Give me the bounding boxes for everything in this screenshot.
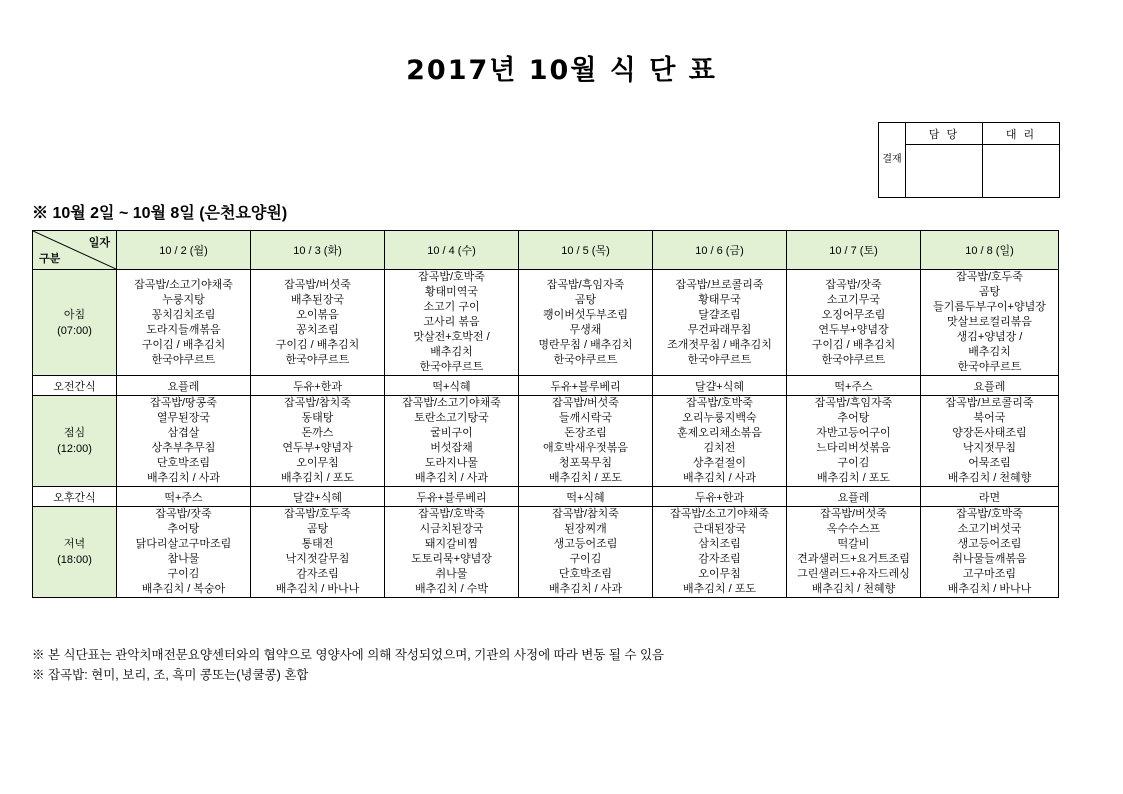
menu-item: 잡곡밥/참치죽 bbox=[284, 397, 351, 409]
menu-item: 떡갈비 bbox=[837, 538, 870, 550]
menu-cell bbox=[921, 507, 1059, 598]
menu-item: 잡곡밥/호박죽 bbox=[418, 508, 485, 520]
menu-item: 꽁치김치조림 bbox=[151, 308, 216, 321]
menu-cell bbox=[251, 270, 385, 376]
menu-item: 추어탕 bbox=[837, 412, 870, 424]
table-corner-cell bbox=[33, 231, 117, 270]
menu-item: 배추김치 / 사과 bbox=[415, 472, 488, 484]
menu-item: 한국야쿠르트 bbox=[419, 361, 484, 373]
table-header-row bbox=[33, 231, 1059, 270]
approval-label: 결재 bbox=[879, 123, 906, 197]
menu-item: 버섯잡채 bbox=[430, 442, 473, 454]
menu-item: 도토리묵+양념장 bbox=[411, 553, 492, 565]
approval-stamp-box bbox=[878, 122, 1060, 198]
menu-item: 잡곡밥/소고기야채죽 bbox=[402, 397, 501, 409]
menu-cell bbox=[653, 270, 787, 376]
menu-item: 배추김치 / 복숭아 bbox=[141, 583, 226, 595]
snack-cell: 떡+주스 bbox=[117, 487, 251, 507]
menu-item: 청포묵무침 bbox=[558, 457, 613, 469]
menu-item: 한국야쿠르트 bbox=[151, 353, 216, 366]
footnote-2: ※ 잡곡밥: 현미, 보리, 조, 흑미 콩또는(녕쿨콩) 혼합 bbox=[32, 668, 309, 682]
table-body bbox=[33, 270, 1059, 598]
menu-cell bbox=[921, 396, 1059, 487]
menu-item: 구이김 / 배추김치 bbox=[275, 338, 360, 351]
menu-item: 오이무침 bbox=[698, 568, 741, 580]
row-label-저녁 bbox=[33, 507, 117, 598]
corner-date-label: 일자 bbox=[88, 237, 110, 249]
menu-item: 옥수수스프 bbox=[826, 523, 881, 535]
menu-item: 오리누룽지백숙 bbox=[682, 412, 757, 424]
menu-item: 배추김치 bbox=[430, 346, 473, 358]
menu-item: 구이김 bbox=[837, 457, 870, 469]
menu-item: 들기름두부구이+양념장 bbox=[933, 301, 1046, 313]
menu-item: 맛살브로컬리볶음 bbox=[946, 316, 1032, 328]
snack-cell: 라면 bbox=[921, 487, 1059, 507]
menu-item: 잡곡밥/호박죽 bbox=[418, 271, 485, 283]
menu-item: 배추김치 / 사과 bbox=[147, 472, 220, 484]
menu-item: 돈장조림 bbox=[564, 427, 607, 439]
menu-item: 잡곡밥/브로콜리죽 bbox=[675, 278, 764, 291]
menu-item: 황태무국 bbox=[698, 293, 741, 306]
menu-item: 자반고등어구이 bbox=[816, 427, 891, 439]
menu-item: 양장돈사태조림 bbox=[952, 427, 1027, 439]
menu-cell bbox=[787, 270, 921, 376]
menu-item: 무생채 bbox=[569, 323, 602, 336]
menu-item: 삼겹살 bbox=[167, 427, 200, 439]
snack-cell: 달걀+식혜 bbox=[653, 376, 787, 396]
approval-column-deputy bbox=[982, 123, 1059, 197]
snack-cell: 요플레 bbox=[117, 376, 251, 396]
menu-item: 잡곡밥/잣죽 bbox=[825, 278, 882, 291]
meal-row bbox=[33, 396, 1059, 487]
menu-item: 연두부+양념장 bbox=[818, 323, 889, 336]
snack-row bbox=[33, 376, 1059, 396]
menu-item: 애호박새우젓볶음 bbox=[542, 442, 628, 454]
snack-cell: 떡+식혜 bbox=[519, 487, 653, 507]
menu-item: 굴비구이 bbox=[430, 427, 473, 439]
menu-item: 한국야쿠르트 bbox=[285, 353, 350, 366]
menu-item: 잡곡밥/참치죽 bbox=[552, 508, 619, 520]
menu-item: 곰탕 bbox=[978, 286, 1001, 298]
menu-item: 단호박조림 bbox=[156, 457, 211, 469]
menu-item: 무건파래무침 bbox=[687, 323, 752, 336]
menu-item: 취나물 bbox=[435, 568, 468, 580]
menu-item: 배추김치 / 천혜향 bbox=[811, 583, 896, 595]
menu-item: 쾡이버섯두부조림 bbox=[542, 308, 628, 321]
menu-item: 구이김 / 배추김치 bbox=[811, 338, 896, 351]
snack-cell: 달걀+식혜 bbox=[251, 487, 385, 507]
menu-item: 감자조림 bbox=[296, 568, 339, 580]
menu-item: 배추김치 / 포도 bbox=[549, 472, 622, 484]
footnote-1: ※ 본 식단표는 관악치매전문요양센터와의 협약으로 영양사에 의해 작성되었으며, 기관의 사정에 따라 변동 될 수 있음 bbox=[32, 648, 665, 662]
footnotes bbox=[32, 645, 664, 685]
menu-item: 구이김 / 배추김치 bbox=[141, 338, 226, 351]
row-label-name: 점심 bbox=[63, 427, 86, 439]
snack-row bbox=[33, 487, 1059, 507]
menu-item: 한국야쿠르트 bbox=[687, 353, 752, 366]
snack-cell: 두유+블루베리 bbox=[385, 487, 519, 507]
menu-item: 잡곡밥/땅콩죽 bbox=[150, 397, 217, 409]
menu-item: 누룽지탕 bbox=[162, 293, 205, 306]
menu-item: 김치전 bbox=[703, 442, 736, 454]
menu-item: 잡곡밥/브로콜리죽 bbox=[945, 397, 1034, 409]
menu-item: 배추김치 / 수박 bbox=[415, 583, 488, 595]
menu-item: 배추김치 / 바나나 bbox=[275, 583, 360, 595]
menu-item: 배추김치 / 바나나 bbox=[947, 583, 1032, 595]
menu-item: 상추겉절이 bbox=[692, 457, 747, 469]
menu-item: 배추김치 / 천혜향 bbox=[947, 472, 1032, 484]
menu-cell bbox=[385, 507, 519, 598]
row-label-name: 저녁 bbox=[63, 538, 86, 550]
menu-item: 상추부추무침 bbox=[151, 442, 216, 454]
menu-cell bbox=[251, 396, 385, 487]
day-header-2: 10 / 3 (화) bbox=[251, 231, 385, 270]
menu-item: 느타리버섯볶음 bbox=[816, 442, 891, 454]
menu-item: 통태전 bbox=[301, 538, 334, 550]
approval-columns bbox=[906, 123, 1059, 197]
menu-item: 고사리 볶음 bbox=[423, 316, 480, 328]
menu-item: 달걀조림 bbox=[698, 308, 741, 321]
menu-item: 배추김치 / 사과 bbox=[683, 472, 756, 484]
menu-item: 구이김 bbox=[167, 568, 200, 580]
menu-cell bbox=[385, 396, 519, 487]
menu-cell bbox=[117, 396, 251, 487]
menu-item: 감자조림 bbox=[698, 553, 741, 565]
menu-item: 잡곡밥/호두죽 bbox=[956, 271, 1023, 283]
menu-item: 잡곡밥/흑임자죽 bbox=[546, 278, 625, 291]
menu-cell bbox=[519, 507, 653, 598]
row-label-time: (12:00) bbox=[57, 443, 92, 455]
row-label-점심 bbox=[33, 396, 117, 487]
menu-item: 오징어무조림 bbox=[821, 308, 886, 321]
menu-item: 명란무침 / 배추김치 bbox=[538, 338, 633, 351]
menu-item: 잡곡밥/호두죽 bbox=[284, 508, 351, 520]
menu-cell bbox=[117, 270, 251, 376]
menu-item: 배추김치 / 포도 bbox=[817, 472, 890, 484]
menu-item: 조개젓무침 / 배추김치 bbox=[667, 338, 772, 351]
menu-item: 잡곡밥/버섯죽 bbox=[552, 397, 619, 409]
menu-item: 맛살전+호박전 / bbox=[413, 331, 490, 343]
menu-item: 생고등어조림 bbox=[553, 538, 618, 550]
menu-item: 고구마조림 bbox=[962, 568, 1017, 580]
menu-item: 곰탕 bbox=[306, 523, 329, 535]
menu-item: 근대된장국 bbox=[692, 523, 747, 535]
menu-item: 추어탕 bbox=[167, 523, 200, 535]
approval-column-manager bbox=[906, 123, 982, 197]
menu-cell bbox=[921, 270, 1059, 376]
day-header-4: 10 / 5 (목) bbox=[519, 231, 653, 270]
day-header-6: 10 / 7 (토) bbox=[787, 231, 921, 270]
meal-row bbox=[33, 270, 1059, 376]
menu-cell bbox=[787, 507, 921, 598]
menu-item: 단호박조림 bbox=[558, 568, 613, 580]
menu-item: 잡곡밥/버섯죽 bbox=[284, 278, 351, 291]
snack-cell: 두유+블루베리 bbox=[519, 376, 653, 396]
corner-division-label: 구분 bbox=[39, 253, 61, 265]
menu-cell bbox=[653, 396, 787, 487]
menu-item: 한국야쿠르트 bbox=[553, 353, 618, 366]
menu-item: 한국야쿠르트 bbox=[821, 353, 886, 366]
menu-item: 잡곡밥/흑임자죽 bbox=[814, 397, 893, 409]
menu-item: 북어국 bbox=[973, 412, 1006, 424]
menu-item: 잡곡밥/호박죽 bbox=[686, 397, 753, 409]
menu-cell bbox=[385, 270, 519, 376]
menu-item: 낙지젓갈무침 bbox=[285, 553, 350, 565]
row-label-아침 bbox=[33, 270, 117, 376]
menu-item: 생고등어조림 bbox=[957, 538, 1022, 550]
menu-cell bbox=[653, 507, 787, 598]
menu-item: 잡곡밥/소고기야채죽 bbox=[670, 508, 769, 520]
approval-signature-manager bbox=[906, 145, 982, 197]
snack-cell: 요플레 bbox=[787, 487, 921, 507]
menu-item: 배추김치 / 사과 bbox=[549, 583, 622, 595]
menu-item: 오이볶음 bbox=[296, 308, 339, 321]
menu-item: 도라지나물 bbox=[424, 457, 479, 469]
menu-cell bbox=[519, 270, 653, 376]
menu-cell bbox=[251, 507, 385, 598]
menu-item: 잡곡밥/잣죽 bbox=[155, 508, 212, 520]
menu-item: 황태미역국 bbox=[424, 286, 479, 298]
menu-item: 들깨시락국 bbox=[558, 412, 613, 424]
menu-item: 배추김치 / 포도 bbox=[683, 583, 756, 595]
menu-item: 그린샐러드+유자드레싱 bbox=[797, 568, 910, 580]
menu-item: 어묵조림 bbox=[968, 457, 1011, 469]
menu-cell bbox=[117, 507, 251, 598]
menu-item: 소고기무국 bbox=[826, 293, 881, 306]
approval-header-manager: 담 당 bbox=[906, 123, 982, 145]
snack-cell: 두유+한과 bbox=[251, 376, 385, 396]
menu-item: 배추김치 / 포도 bbox=[281, 472, 354, 484]
menu-item: 닭다리살고구마조림 bbox=[135, 538, 232, 550]
menu-item: 배추김치 bbox=[968, 346, 1011, 358]
snack-cell: 떡+주스 bbox=[787, 376, 921, 396]
menu-item: 잡곡밥/호박죽 bbox=[956, 508, 1023, 520]
menu-item: 동태탕 bbox=[301, 412, 334, 424]
day-header-5: 10 / 6 (금) bbox=[653, 231, 787, 270]
weekly-menu-table bbox=[32, 230, 1059, 598]
menu-item: 돈까스 bbox=[301, 427, 334, 439]
row-label-오후간식: 오후간식 bbox=[33, 487, 117, 507]
menu-item: 잡곡밥/소고기야채죽 bbox=[134, 278, 233, 291]
row-label-time: (18:00) bbox=[57, 554, 92, 566]
snack-cell: 두유+한과 bbox=[653, 487, 787, 507]
day-header-7: 10 / 8 (일) bbox=[921, 231, 1059, 270]
menu-cell bbox=[787, 396, 921, 487]
menu-item: 토란소고기탕국 bbox=[414, 412, 489, 424]
menu-item: 오이무침 bbox=[296, 457, 339, 469]
menu-item: 참나물 bbox=[167, 553, 200, 565]
menu-item: 된장찌개 bbox=[564, 523, 607, 535]
menu-item: 소고기 구이 bbox=[423, 301, 480, 313]
menu-cell bbox=[519, 396, 653, 487]
menu-item: 돼지갈비찜 bbox=[424, 538, 479, 550]
page-title: 2017년 10월 식 단 표 bbox=[406, 55, 717, 86]
day-header-3: 10 / 4 (수) bbox=[385, 231, 519, 270]
menu-item: 구이김 bbox=[569, 553, 602, 565]
menu-item: 꽁치조림 bbox=[296, 323, 339, 336]
approval-header-deputy: 대 리 bbox=[983, 123, 1059, 145]
menu-item: 삼치조림 bbox=[698, 538, 741, 550]
menu-item: 곰탕 bbox=[574, 293, 597, 306]
menu-item: 시금치된장국 bbox=[419, 523, 484, 535]
menu-item: 소고기버섯국 bbox=[957, 523, 1022, 535]
menu-item: 연두부+양념자 bbox=[282, 442, 353, 454]
meal-row bbox=[33, 507, 1059, 598]
approval-signature-deputy bbox=[983, 145, 1059, 197]
snack-cell: 요플레 bbox=[921, 376, 1059, 396]
row-label-name: 아침 bbox=[63, 308, 86, 321]
day-header-1: 10 / 2 (월) bbox=[117, 231, 251, 270]
menu-item: 생김+양념장 / bbox=[956, 331, 1023, 343]
menu-item: 잡곡밥/버섯죽 bbox=[820, 508, 887, 520]
menu-item: 배추된장국 bbox=[290, 293, 345, 306]
menu-item: 열무된장국 bbox=[156, 412, 211, 424]
menu-item: 견과샐러드+요거트조림 bbox=[797, 553, 910, 565]
snack-cell: 떡+식혜 bbox=[385, 376, 519, 396]
menu-item: 취나물들깨볶음 bbox=[952, 553, 1027, 565]
menu-item: 한국야쿠르트 bbox=[957, 361, 1022, 373]
row-label-오전간식: 오전간식 bbox=[33, 376, 117, 396]
menu-item: 훈제오리채소볶음 bbox=[676, 427, 762, 439]
menu-item: 낙지젓무침 bbox=[962, 442, 1017, 454]
date-range-note: ※ 10월 2일 ~ 10월 8일 (은천요양원) bbox=[32, 205, 288, 222]
menu-item: 도라지들깨볶음 bbox=[146, 323, 221, 336]
row-label-time: (07:00) bbox=[57, 324, 92, 337]
